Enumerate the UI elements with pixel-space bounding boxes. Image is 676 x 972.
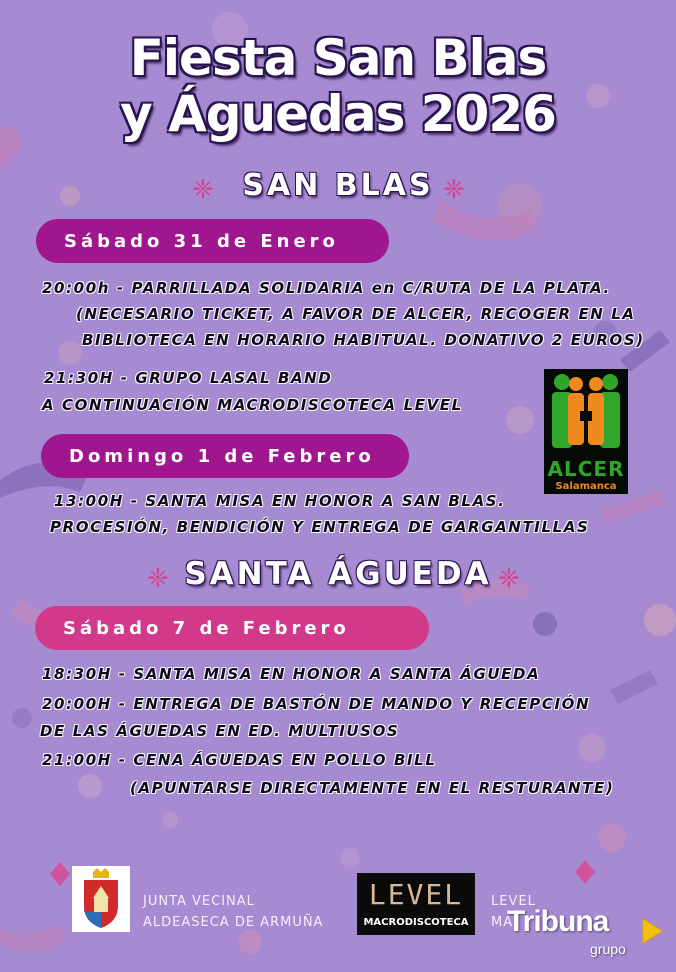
event-line: DE LAS ÁGUEDAS EN ED. MULTIUSOS [40, 722, 400, 740]
tribuna-brand-sub: grupo [590, 941, 626, 957]
day-pill-domingo-1 [41, 434, 409, 478]
poster-title-line-2: y Águedas 2026 [120, 85, 556, 143]
junta-vecinal-label: JUNTA VECINAL [143, 894, 255, 909]
event-line: 21:30H - GRUPO LASAL BAND [44, 369, 333, 387]
event-line: BIBLIOTECA EN HORARIO HABITUAL. DONATIVO 2 EUROS) [82, 331, 645, 349]
event-line: A CONTINUACIÓN MACRODISCOTECA LEVEL [42, 396, 463, 414]
san-blas-heading: SAN BLAS [242, 168, 434, 203]
coat-of-arms-icon [72, 866, 130, 932]
event-line: 13:00H - SANTA MISA EN HONOR A SAN BLAS. [54, 492, 506, 510]
level-logo-name: LEVEL [368, 878, 464, 911]
flower-ornament-icon: ❈ [498, 564, 520, 594]
alcer-name: ALCER [547, 457, 625, 481]
level-logo-subtitle: MACRODISCOTECA [363, 917, 469, 928]
alcer-figures-icon [544, 369, 628, 459]
level-label-partial: MA [491, 915, 514, 930]
event-line: PROCESIÓN, BENDICIÓN Y ENTREGA DE GARGANTILLAS [50, 518, 590, 536]
day-pill-label: Domingo 1 de Febrero [69, 445, 375, 467]
event-line: 21:00H - CENA ÁGUEDAS EN POLLO BILL [42, 751, 437, 769]
day-pill-label: Sábado 7 de Febrero [63, 617, 350, 639]
event-line: 20:00h - PARRILLADA SOLIDARIA en C/RUTA DE LA PLATA. [42, 279, 611, 297]
tribuna-brand: Tribuna [507, 905, 609, 938]
event-line: 18:30H - SANTA MISA EN HONOR A SANTA ÁGUEDA [42, 665, 541, 683]
flower-ornament-icon: ❈ [443, 175, 465, 205]
flower-ornament-icon: ❈ [192, 175, 214, 205]
level-macrodiscoteca-logo [357, 873, 475, 935]
day-pill-label: Sábado 31 de Enero [64, 230, 339, 252]
santa-agueda-heading: SANTA ÁGUEDA [184, 556, 492, 592]
poster-title-line-1: Fiesta San Blas [129, 29, 547, 87]
level-label: LEVEL [491, 894, 536, 909]
alcer-subtitle: Salamanca [555, 481, 617, 492]
day-pill-sabado-7 [35, 606, 429, 650]
alcer-logo [544, 369, 628, 494]
play-arrow-icon [640, 917, 664, 945]
junta-vecinal-place: ALDEASECA DE ARMUÑA [143, 915, 324, 930]
event-line: (APUNTARSE DIRECTAMENTE EN EL RESTURANTE) [130, 779, 615, 797]
event-line: (NECESARIO TICKET, A FAVOR DE ALCER, RECOGER EN LA [76, 305, 636, 323]
day-pill-sabado-31 [36, 219, 389, 263]
event-line: 20:00H - ENTREGA DE BASTÓN DE MANDO Y RECEPCIÓN [42, 695, 591, 713]
flower-ornament-icon: ❈ [147, 564, 169, 594]
